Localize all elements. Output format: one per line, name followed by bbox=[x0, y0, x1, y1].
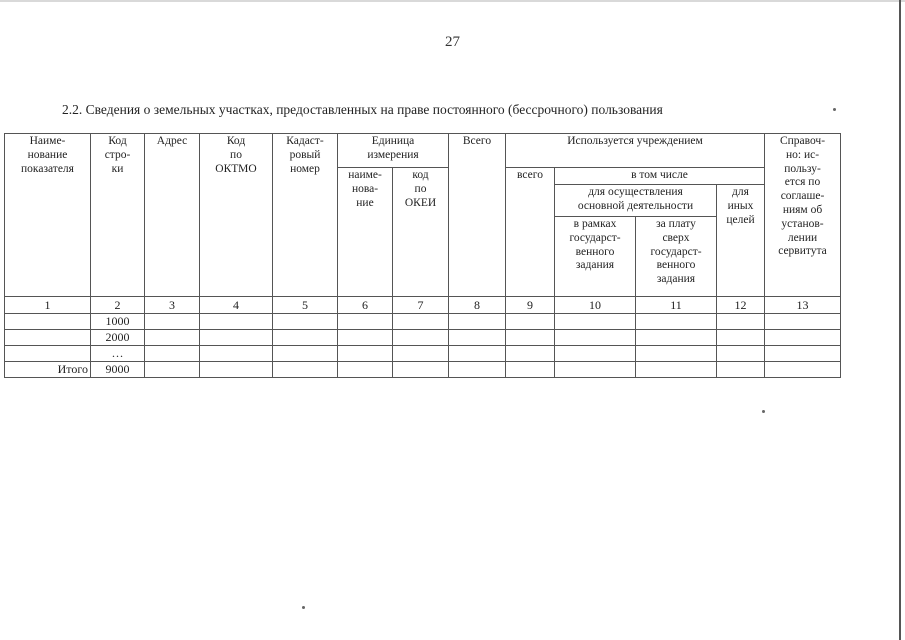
land-plots-table bbox=[4, 133, 841, 378]
header-including: в том числе bbox=[555, 168, 765, 185]
table-row-total bbox=[5, 362, 841, 378]
header-paid: за плату сверх государст- венного задания bbox=[636, 217, 717, 297]
header-unit-name: наиме- нова- ние bbox=[338, 168, 393, 297]
column-number: 12 bbox=[717, 297, 765, 314]
header-address: Адрес bbox=[145, 134, 200, 297]
row-code: 1000 bbox=[91, 314, 145, 330]
header-used: Используется учреждением bbox=[506, 134, 765, 168]
header-name: Наиме- нование показателя bbox=[5, 134, 91, 297]
row-code: 9000 bbox=[91, 362, 145, 378]
header-code: Код стро- ки bbox=[91, 134, 145, 297]
header-oktmo: Код по ОКТМО bbox=[200, 134, 273, 297]
scan-speck bbox=[833, 108, 836, 111]
row-label bbox=[5, 330, 91, 346]
header-other-purposes: для иных целей bbox=[717, 185, 765, 297]
column-number: 13 bbox=[765, 297, 841, 314]
table-row bbox=[5, 314, 841, 330]
column-number: 6 bbox=[338, 297, 393, 314]
scan-speck bbox=[762, 410, 765, 413]
scan-right-edge bbox=[899, 0, 901, 640]
page-number: 27 bbox=[445, 34, 460, 50]
header-unit-okei: код по ОКЕИ bbox=[393, 168, 449, 297]
column-number: 4 bbox=[200, 297, 273, 314]
column-number: 8 bbox=[449, 297, 506, 314]
header-state-task: в рамках государст- венного задания bbox=[555, 217, 636, 297]
column-number: 1 bbox=[5, 297, 91, 314]
table-row bbox=[5, 346, 841, 362]
column-number: 2 bbox=[91, 297, 145, 314]
row-label: Итого bbox=[5, 362, 91, 378]
row-code: 2000 bbox=[91, 330, 145, 346]
scan-speck bbox=[302, 606, 305, 609]
row-code: … bbox=[91, 346, 145, 362]
header-used-total: всего bbox=[506, 168, 555, 297]
table-row bbox=[5, 330, 841, 346]
row-label bbox=[5, 346, 91, 362]
column-number: 9 bbox=[506, 297, 555, 314]
column-number: 11 bbox=[636, 297, 717, 314]
scan-top-edge bbox=[0, 0, 905, 2]
section-title: 2.2. Сведения о земельных участках, предоставленных на праве постоянного (бессрочного) пользования bbox=[62, 102, 663, 117]
header-unit: Единица измерения bbox=[338, 134, 449, 168]
row-label bbox=[5, 314, 91, 330]
header-reference: Справоч- но: ис- пользу- ется по соглаше- ниям об установ- лении сервитута bbox=[765, 134, 841, 297]
column-number: 3 bbox=[145, 297, 200, 314]
header-main-activity: для осуществления основной деятельности bbox=[555, 185, 717, 217]
header-total: Всего bbox=[449, 134, 506, 297]
column-number: 10 bbox=[555, 297, 636, 314]
column-number: 7 bbox=[393, 297, 449, 314]
column-number: 5 bbox=[273, 297, 338, 314]
header-cadastral: Кадаст- ровый номер bbox=[273, 134, 338, 297]
